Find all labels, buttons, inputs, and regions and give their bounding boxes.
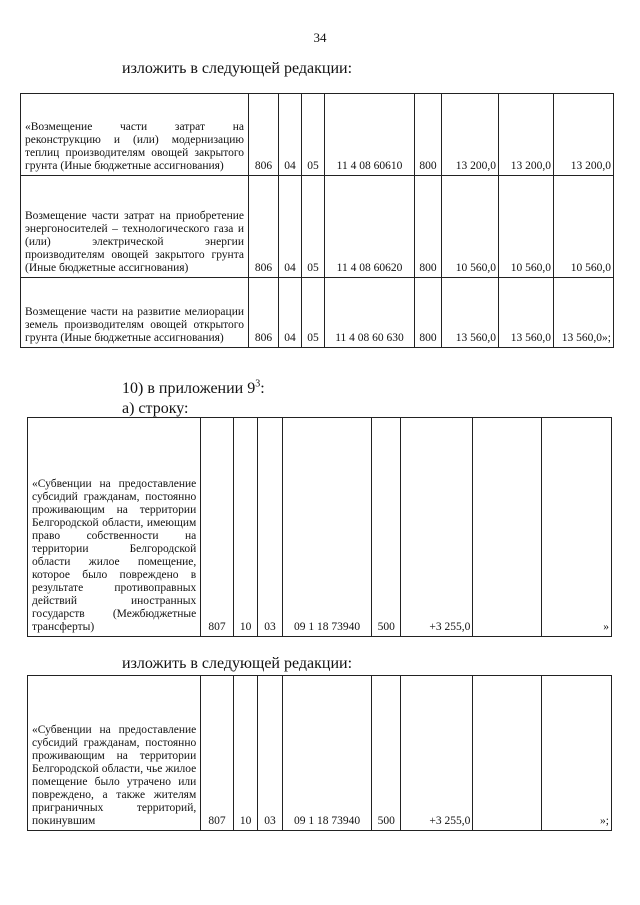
cell-amount-3: 13 200,0 bbox=[554, 94, 614, 176]
table-row bbox=[21, 176, 614, 278]
cell-amount-1: 13 560,0 bbox=[442, 278, 499, 348]
section-10-colon: : bbox=[260, 380, 265, 397]
table-2 bbox=[27, 417, 612, 637]
section-10-heading bbox=[122, 380, 265, 398]
row-description: «Возмещение части затрат на реконструкцию и (или) модернизацию теплиц производителям овощей закрытого грунта (Иные бюджетные ассигнования) bbox=[21, 94, 249, 176]
cell-target-article: 11 4 08 60 630 bbox=[325, 278, 415, 348]
table-3 bbox=[27, 675, 612, 831]
table-row bbox=[28, 676, 612, 831]
table-1 bbox=[20, 93, 614, 348]
table-row bbox=[21, 94, 614, 176]
page-number: 34 bbox=[313, 30, 327, 45]
row-description: Возмещение части на развитие мелиорации земель производителям овощей открытого грунта (Иные бюджетные ассигнования) bbox=[21, 278, 249, 348]
table-row bbox=[21, 278, 614, 348]
cell-expense-type: 800 bbox=[415, 176, 442, 278]
cell-amount-2: 13 560,0 bbox=[499, 278, 554, 348]
cell-target-article: 09 1 18 73940 bbox=[282, 676, 372, 831]
cell-expense-type: 800 bbox=[415, 94, 442, 176]
cell-amount-1: 13 200,0 bbox=[442, 94, 499, 176]
cell-subsection: 03 bbox=[258, 676, 282, 831]
cell-expense-type: 500 bbox=[372, 418, 401, 637]
cell-expense-type: 800 bbox=[415, 278, 442, 348]
row-description: Возмещение части затрат на приобретение энергоносителей – технологического газа и (или) электрической энергии производителям овощей закрытого грунта (Иные бюджетные ассигнования) bbox=[21, 176, 249, 278]
cell-amount-3: »; bbox=[541, 676, 611, 831]
cell-ministry: 807 bbox=[201, 676, 234, 831]
cell-target-article: 09 1 18 73940 bbox=[282, 418, 372, 637]
cell-subsection: 05 bbox=[302, 278, 325, 348]
cell-subsection: 05 bbox=[302, 94, 325, 176]
cell-amount-2 bbox=[473, 418, 541, 637]
cell-target-article: 11 4 08 60610 bbox=[325, 94, 415, 176]
row-description: «Субвенции на предоставление субсидий гражданам, постоянно проживающим на территории Белгородской области, чье жилое помещение было утрачено или повреждено, а также жителям приграничных территорий, покинувшим bbox=[28, 676, 201, 831]
cell-ministry: 807 bbox=[201, 418, 234, 637]
cell-amount-2 bbox=[473, 676, 541, 831]
heading-edit-2: изложить в следующей редакции: bbox=[122, 655, 353, 672]
cell-amount-2: 13 200,0 bbox=[499, 94, 554, 176]
cell-amount-1: 10 560,0 bbox=[442, 176, 499, 278]
cell-section: 04 bbox=[279, 94, 302, 176]
cell-amount-2: 10 560,0 bbox=[499, 176, 554, 278]
cell-expense-type: 500 bbox=[372, 676, 401, 831]
cell-section: 10 bbox=[233, 676, 257, 831]
row-description: «Субвенции на предоставление субсидий гражданам, постоянно проживающим на территории Белгородской области, имеющим право собственности на территории Белгородской области жилое помещение, которое было повреждено в результате противоправных действий иностранных государств (Межбюджетные трансферты) bbox=[28, 418, 201, 637]
section-10-superscript: 3 bbox=[255, 378, 261, 390]
cell-section: 04 bbox=[279, 176, 302, 278]
cell-ministry: 806 bbox=[249, 176, 279, 278]
cell-amount-3: 10 560,0 bbox=[554, 176, 614, 278]
cell-subsection: 05 bbox=[302, 176, 325, 278]
cell-ministry: 806 bbox=[249, 94, 279, 176]
cell-amount-3: 13 560,0»; bbox=[554, 278, 614, 348]
heading-edit-1: изложить в следующей редакции: bbox=[122, 60, 353, 77]
sub-a-heading: а) строку: bbox=[122, 400, 189, 417]
cell-amount-1: +3 255,0 bbox=[400, 418, 472, 637]
cell-ministry: 806 bbox=[249, 278, 279, 348]
cell-target-article: 11 4 08 60620 bbox=[325, 176, 415, 278]
cell-section: 10 bbox=[233, 418, 257, 637]
cell-subsection: 03 bbox=[258, 418, 282, 637]
cell-amount-1: +3 255,0 bbox=[400, 676, 472, 831]
section-10-text: 10) в приложении 9 bbox=[122, 380, 256, 397]
table-row bbox=[28, 418, 612, 637]
cell-amount-3: » bbox=[541, 418, 611, 637]
cell-section: 04 bbox=[279, 278, 302, 348]
